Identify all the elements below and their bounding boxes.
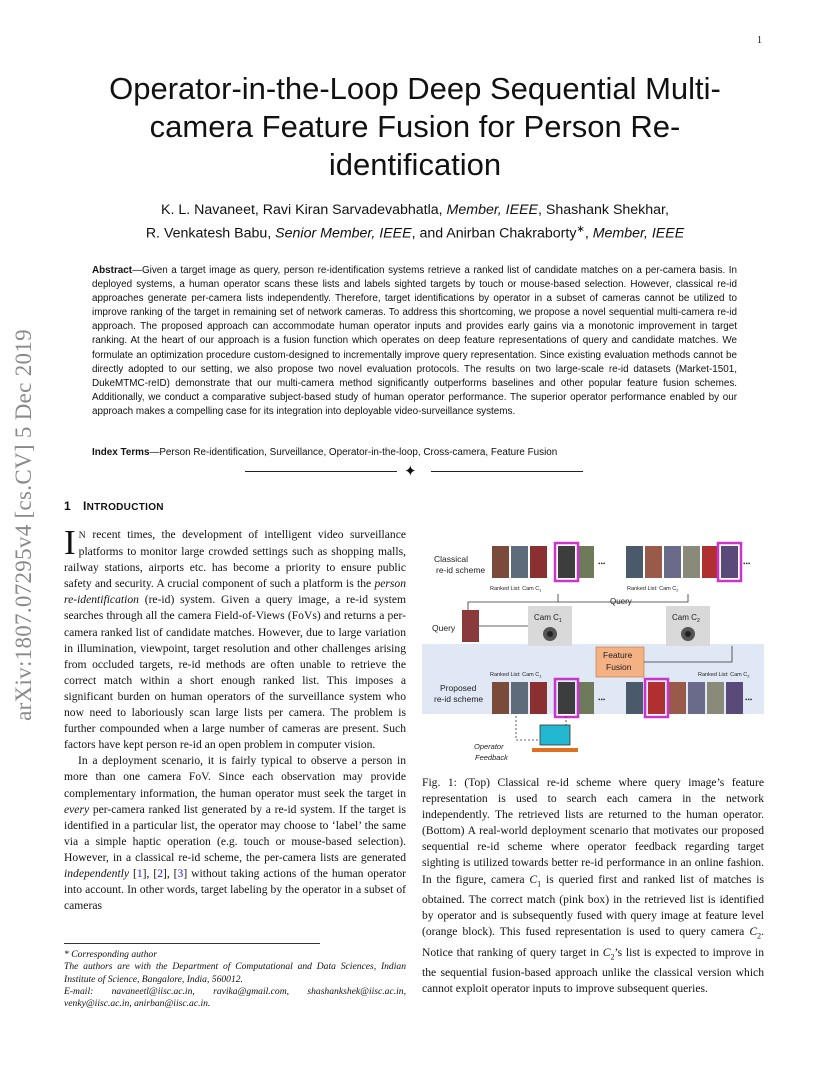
feature-fusion-label-2: Fusion	[606, 662, 632, 672]
caption-text-d: ’s list is expected to improve in the sequential fusion-based approach unlike the classical version which cannot exploit operator inputs to improve subsequent queries.	[422, 945, 765, 996]
body-column-left	[64, 523, 406, 914]
p2-text-f: ] without taking actions of the human operator into account. In other words, target labeling by the operator in a subset of cameras	[64, 866, 406, 913]
classical-label-1: Classical	[434, 554, 469, 564]
section-initial: I	[82, 499, 87, 513]
proposed-label-1: Proposed	[440, 683, 477, 693]
author-names-3: R. Venkatesh Babu,	[145, 225, 276, 242]
ellipsis-1: •••	[598, 560, 606, 568]
smallcaps-n: N	[78, 530, 87, 541]
drop-cap: I	[64, 523, 76, 562]
author-membership-1: Member, IEEE	[446, 202, 539, 218]
arxiv-stamp	[4, 290, 44, 760]
proposed-row-cam2	[626, 679, 753, 717]
cam1-label: Cam $C_1$	[534, 613, 562, 624]
operator-label-2: Feedback	[475, 753, 508, 762]
footnote-line-3: E-mail: navaneetl@iisc.ac.in, ravika@gmail.com, shashankshek@iisc.ac.in, venky@iisc.ac.in, anirban@iisc.ac.in.	[64, 985, 406, 1010]
figure-1	[422, 530, 764, 770]
section-number: 1	[64, 499, 71, 513]
separator-rule-right	[431, 471, 583, 472]
p1-text-b: (re-id) system. Given a query image, a re-id system searches through all the camera Field-of-Views (FoVs) and returns a per-camera ranked list of candidate matches. However, due to large variation in illumination, viewpoint, target resolution and other challenges arising from occluded targets, re-id methods are often unable to retrieve the correct match within a short enough ranked list. This imposes a significant burden on human operators of the surveillance system who now need to laboriously scan large lists per camera. The problem is further compounded when a large number of cameras are present. Such factors have kept person re-id an open problem in computer vision.	[64, 593, 406, 752]
author-line-2	[95, 220, 735, 244]
query-label: Query	[432, 623, 456, 633]
separator-star-icon: ✦	[404, 462, 417, 480]
separator-rule-left	[245, 471, 397, 472]
author-line-1	[95, 200, 735, 220]
p2-text-c: [	[129, 866, 137, 880]
operator-monitor-icon	[540, 725, 570, 745]
classical-row-cam1	[492, 543, 606, 581]
ranked-list-bottom-1: Ranked List: Cam $C_1$	[490, 672, 542, 679]
ellipsis-4: •••	[745, 696, 753, 704]
author-names-4: , and Anirban Chakraborty	[411, 225, 577, 242]
author-list	[95, 200, 735, 244]
query-image	[462, 610, 479, 642]
caption-var-c3: C	[602, 945, 611, 959]
citation-link-2[interactable]: 2	[157, 866, 163, 880]
classical-row-cam2	[626, 543, 751, 581]
paragraph-1	[64, 523, 406, 753]
footnote-rule	[64, 943, 320, 944]
footnote	[64, 949, 406, 1010]
p2-text-d: ], [	[142, 866, 158, 880]
paper-title: Operator-in-the-Loop Deep Sequential Multi-camera Feature Fusion for Person Re-identification	[109, 71, 721, 182]
ranked-list-bottom-2: Ranked List: Cam $C_2$	[698, 672, 750, 679]
caption-sub-2: 2	[757, 931, 762, 941]
abstract	[92, 264, 737, 419]
p2-emphasis-1: every	[64, 802, 90, 816]
cam2-label: Cam $C_2$	[672, 613, 700, 624]
p2-text-e: ], [	[162, 866, 178, 880]
page-number: 1	[757, 35, 762, 46]
author-sep: ,	[584, 225, 593, 242]
caption-sub-1: 1	[537, 878, 542, 888]
section-title-rest: NTRODUCTION	[86, 502, 164, 513]
operator-label-1: Operator	[474, 742, 504, 751]
corresponding-mark: ∗	[576, 224, 585, 235]
operator-desk-icon	[532, 748, 578, 752]
abstract-text: —Given a target image as query, person re-identification systems retrieve a ranked list of candidate matches on a per-camera basis. In deployed systems, a human operator scans these lists and labels sighted targets by touch or mouse-based selection. However, classical re-id approaches generate per-camera lists independently. Therefore, target identifications by operator in a subset of cameras cannot be utilized to improve ranking of the target in remaining set of network cameras. To address this shortcoming, we propose a novel sequential multi-camera re-id approach. The proposed approach can accommodate human operator inputs and provides early gains via a monotonic improvement in target ranking. At the heart of our approach is a fusion function which operates on deep feature representations of query and candidate matches. We formulate an optimization procedure custom-designed to incrementally improve query representation. Since existing evaluation methods cannot be directly adopted to our setting, we also propose two novel evaluation protocols. The results on two large-scale re-id datasets (Market-1501, DukeMTMC-reID) demonstrate that our multi-camera method significantly outperforms baselines and other popular feature fusion schemes. Additionally, we conduct a comparative subject-based study of human operator performance. The superior operator performance enabled by our approach makes a compelling case for its integration into deployable video-surveillance systems.	[92, 265, 737, 417]
classical-label-2: re-id scheme	[436, 565, 486, 575]
ranked-list-top-1: Ranked List: Cam $C_1$	[490, 586, 542, 593]
paragraph-2	[64, 753, 406, 914]
proposed-label-2: re-id scheme	[434, 694, 484, 704]
caption-text-c: . Notice that ranking of query target in	[422, 925, 764, 959]
ellipsis-2: •••	[743, 560, 751, 568]
figure-1-caption	[422, 775, 764, 997]
p1-text-a: recent times, the development of intelligent video surveillance platforms to monitor large crowded settings such as shopping malls, railway stations, airports etc. has become a priority to ensure public safety and security. A crucial component of such a platform is the	[64, 528, 406, 591]
query-label-top: Query	[610, 597, 632, 606]
figure-1-diagram	[422, 530, 764, 770]
section-heading	[64, 499, 164, 513]
citation-link-1[interactable]: 1	[136, 866, 143, 880]
caption-text-b: is queried first and ranked list of matches is obtained. The correct match (pink box) in the retrieved list is identified by operator and is subsequently fused with query image at feature level (orange block). This fused representation is used to query camera	[422, 872, 764, 939]
index-terms-label: Index Terms	[92, 447, 150, 458]
p2-emphasis-2: independently	[64, 866, 130, 880]
caption-sub-3: 2	[610, 951, 615, 961]
p2-text-b: per-camera ranked list generated by a re-id system. If the target is identified in a particular list, the operator may choose to ‘label’ the same via a simple haptic operation (e.g. touch or mouse-based selection). However, in a classical re-id scheme, the per-camera lists are generated	[64, 802, 406, 864]
p1-emphasis: person re-identification	[64, 577, 406, 607]
index-terms-text: —Person Re-identification, Surveillance, Operator-in-the-loop, Cross-camera, Feature Fusion	[149, 447, 558, 458]
index-terms	[92, 446, 737, 460]
author-membership-2: Senior Member, IEEE	[275, 225, 412, 242]
ellipsis-3: •••	[598, 696, 606, 704]
arxiv-stamp-text: arXiv:1807.07295v4 [cs.CV] 5 Dec 2019	[11, 329, 36, 721]
feature-fusion-label-1: Feature	[603, 650, 633, 660]
author-names-2: , Shashank Shekhar,	[538, 202, 669, 218]
caption-var-c2: C	[749, 925, 758, 939]
caption-var-c1: C	[529, 872, 538, 886]
p2-text-a: In a deployment scenario, it is fairly typical to observe a person in more than one camera FoV. Since each observation may provide complementary information, the human operator must seek the target in	[64, 754, 406, 800]
author-names-1: K. L. Navaneet, Ravi Kiran Sarvadevabhatla,	[161, 202, 447, 218]
citation-link-3[interactable]: 3	[177, 866, 184, 880]
caption-text-a: Fig. 1: (Top) Classical re-id scheme where query image’s feature representation is used to search each camera in the network independently. The retrieved lists are returned to the human operator. (Bottom) A real-world deployment scenario that motivates our proposed sequential re-id scheme where operator feedback regarding target sighting is utilized towards better re-id performance in an online fashion. In the figure, camera	[422, 776, 764, 886]
abstract-label: Abstract	[92, 265, 133, 276]
author-membership-3: Member, IEEE	[592, 225, 685, 242]
footnote-line-2: The authors are with the Department of Computational and Data Sciences, Indian Institute of Science, Bangalore, India, 560012.	[64, 961, 406, 985]
footnote-line-1: * Corresponding author	[64, 949, 157, 960]
ranked-list-top-2: Ranked List: Cam $C_2$	[627, 586, 679, 593]
